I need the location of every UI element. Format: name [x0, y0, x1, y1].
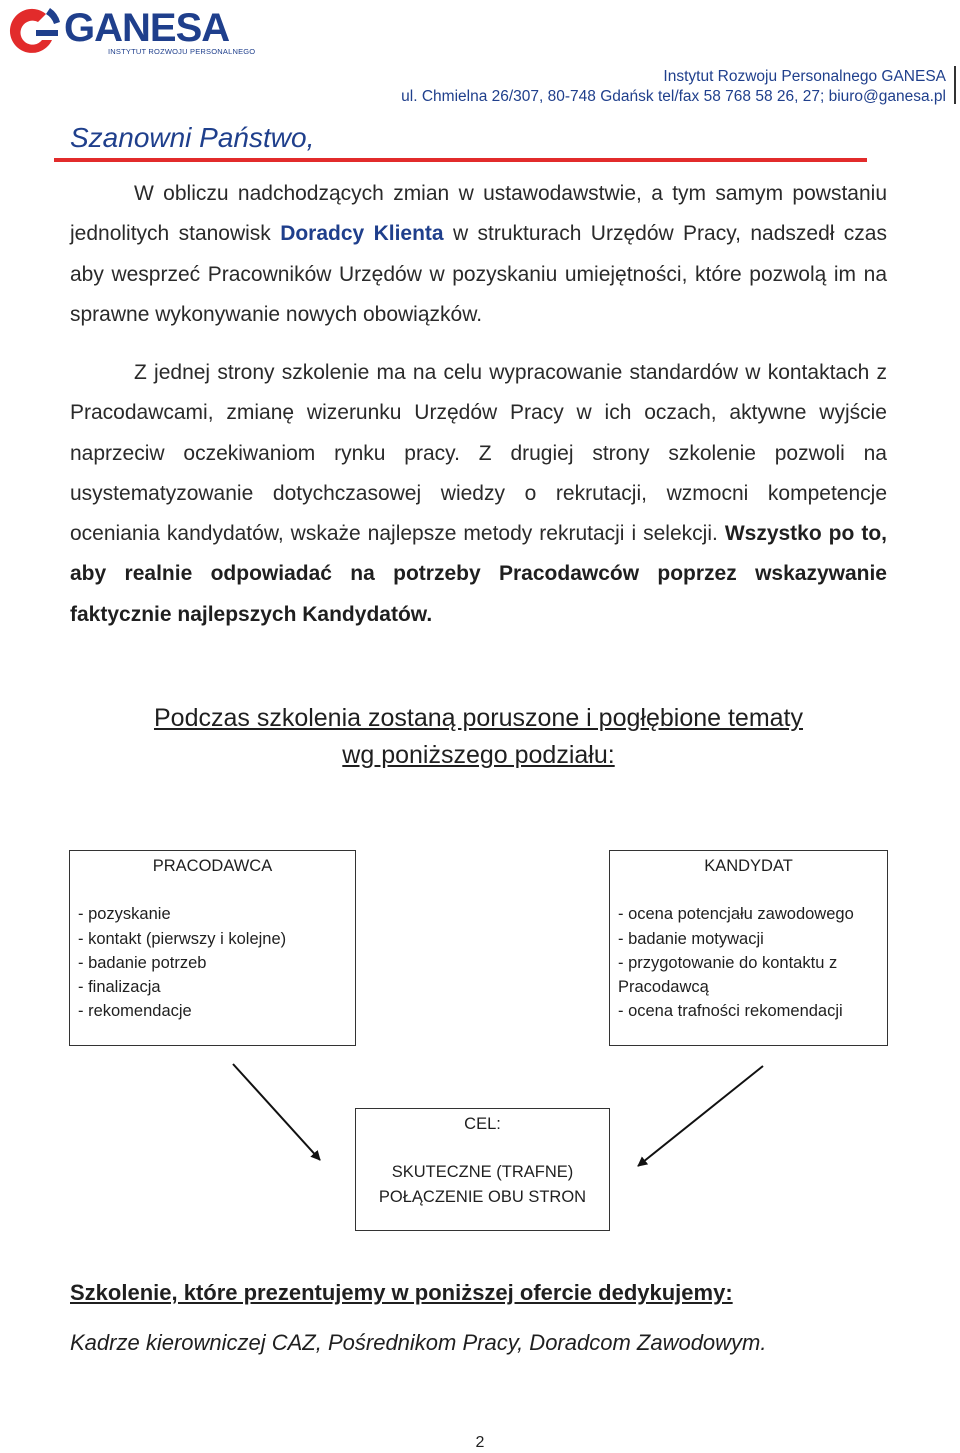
goal-box-title: CEL: — [464, 1115, 501, 1133]
greeting-underline — [54, 158, 867, 162]
dedication-heading: Szkolenie, które prezentujemy w poniższej ofercie dedykujemy: — [70, 1280, 733, 1305]
header-organization: Instytut Rozwoju Personalnego GANESA — [663, 68, 946, 85]
arrow-employer-to-goal — [233, 1064, 320, 1160]
list-item: - rekomendacje — [78, 1002, 192, 1021]
goals-text: Z jednej strony szkolenie ma na celu wypracowanie standardów w kontaktach z Pracodawcami, zmianę wizerunku Urzędów Pracy w ich oczach, aktywne wyjście naprzeciw oczekiwaniom rynku pracy. Z drugiej strony szkolenie pozwoli na usystematyzowanie dotychczasowej wiedzy o rekrutacji, wzmocni kompetencje oceniania kandydatów, wskaże najlepsze metody rekrutacji i selekcji. — [70, 361, 887, 546]
goal-box-line2: POŁĄCZENIE OBU STRON — [378, 1187, 587, 1206]
intro-text-after: w strukturach Urzędów Pracy, nadszedł czas aby wesprzeć Pracowników Urzędów w pozyskaniu umiejętności, które pozwolą im na sprawne wykonywanie nowych obowiązków. — [70, 222, 887, 326]
intro-text-before: W obliczu nadchodzących zmian w ustawodawstwie, a tym samym powstaniu jednolitych stanowisk — [70, 182, 887, 246]
topics-heading — [70, 700, 887, 774]
goals-bold: Wszystko po to, aby realnie odpowiadać na potrzeby Pracodawców poprzez wskazywanie faktycznie najlepszych Kandydatów. — [70, 522, 887, 626]
list-item: - ocena potencjału zawodowego — [618, 905, 854, 924]
logo-name: GANESA — [64, 6, 230, 50]
goals-paragraph — [70, 353, 887, 635]
header-address: ul. Chmielna 26/307, 80-748 Gdańsk tel/fax 58 768 58 26, 27; biuro@ganesa.pl — [401, 88, 946, 105]
employer-list — [78, 902, 347, 1023]
employer-box — [69, 850, 356, 1046]
intro-paragraph — [70, 174, 887, 335]
list-item: - finalizacja — [78, 978, 161, 997]
goal-box-line1: SKUTECZNE (TRAFNE) — [391, 1163, 574, 1182]
list-item: - badanie potrzeb — [78, 953, 207, 972]
arrow-candidate-to-goal — [638, 1066, 763, 1166]
list-item: - kontakt (pierwszy i kolejne) — [78, 929, 287, 948]
topics-heading-line2: wg poniższego podziału: — [342, 741, 615, 769]
header-divider — [954, 66, 956, 104]
logo-subtitle: INSTYTUT ROZWOJU PERSONALNEGO — [108, 47, 256, 56]
list-item: - przygotowanie do kontaktu z Pracodawcą — [618, 953, 838, 997]
topics-heading-line1: Podczas szkolenia zostaną poruszone i pogłębione tematy — [153, 704, 803, 732]
list-item: - ocena trafności rekomendacji — [618, 1002, 843, 1021]
list-item: - badanie motywacji — [618, 929, 764, 948]
greeting: Szanowni Państwo, — [70, 122, 315, 153]
candidate-box — [609, 850, 888, 1046]
goal-box — [355, 1108, 610, 1231]
page-number: 2 — [475, 1434, 485, 1451]
intro-bold: Doradcy Klienta — [280, 222, 444, 246]
candidate-list — [618, 902, 879, 1023]
ganesa-logo — [6, 4, 256, 58]
logo-mark-icon — [6, 4, 64, 58]
list-item: - pozyskanie — [78, 905, 171, 924]
employer-box-title: PRACODAWCA — [152, 857, 273, 875]
candidate-box-title: KANDYDAT — [704, 857, 793, 875]
audience-text: Kadrze kierowniczej CAZ, Pośrednikom Pracy, Doradcom Zawodowym. — [70, 1330, 767, 1355]
